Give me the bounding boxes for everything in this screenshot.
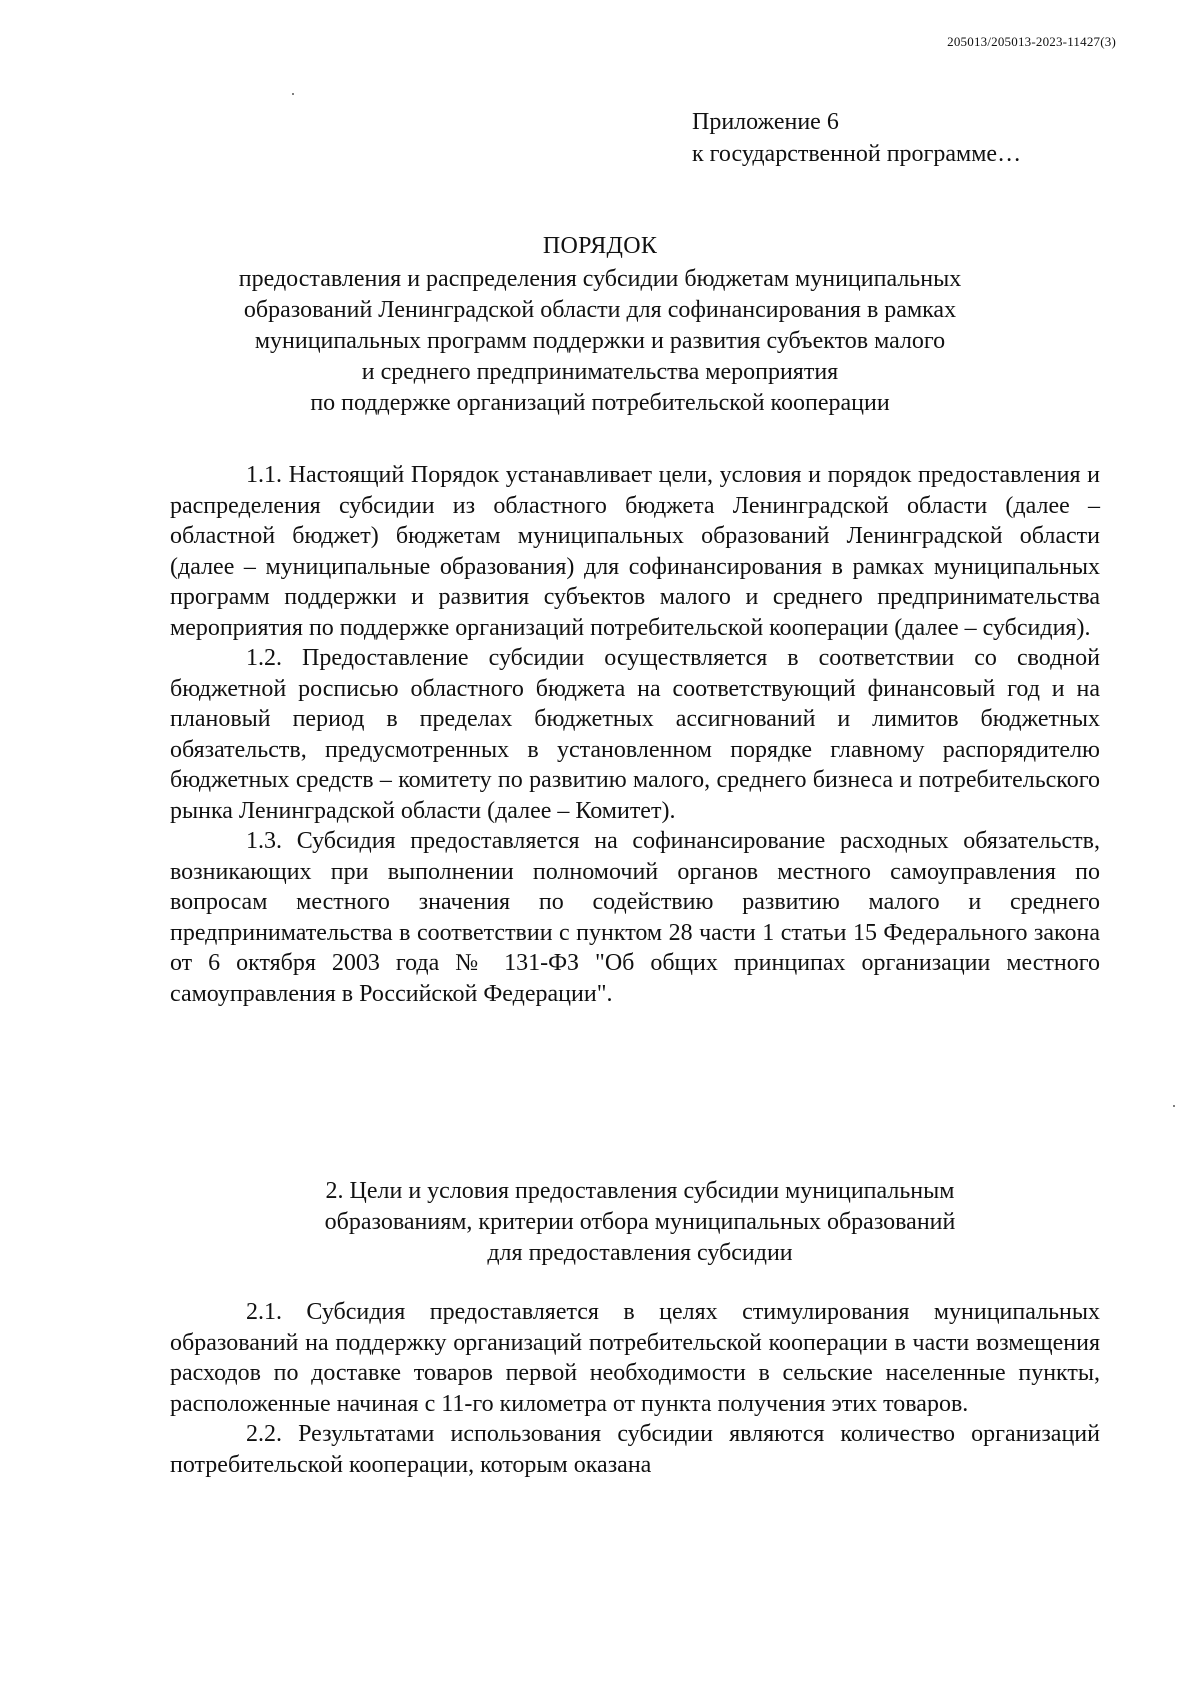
paragraph-2-1: 2.1. Субсидия предоставляется в целях стимулирования муниципальных образований на поддержку организаций потребительской кооперации в части возмещения расходов по доставке товаров первой необходимости в сельские населенные пункты, расположенные начиная с 11-го километра от пункта получения этих товаров.	[170, 1299, 1100, 1417]
paragraph-2-2: 2.2. Результатами использования субсидии являются количество организаций потребительской кооперации, которым оказана	[170, 1421, 1100, 1478]
subtitle-line: предоставления и распределения субсидии бюджетам муниципальных	[238, 266, 962, 292]
subtitle-line: образований Ленинградской области для софинансирования в рамках	[243, 297, 957, 323]
appendix-reference: к государственной программе…	[692, 141, 1022, 167]
appendix-number: Приложение 6	[692, 109, 839, 135]
section-1	[170, 460, 1100, 1009]
document-id: 205013/205013-2023-11427(3)	[947, 34, 1116, 49]
subtitle-line: муниципальных программ поддержки и развития субъектов малого	[254, 328, 946, 354]
subtitle-line: по поддержке организаций потребительской кооперации	[310, 390, 890, 416]
scan-speck	[292, 93, 294, 95]
scan-speck	[1173, 1105, 1175, 1107]
paragraph-1-2: 1.2. Предоставление субсидии осуществляется в соответствии со сводной бюджетной росписью областного бюджета на соответствующий финансовый год и на плановый период в пределах бюджетных ассигнований и лимитов бюджетных обязательств, предусмотренных в установленном порядке главному распорядителю бюджетных средств – комитету по развитию малого, среднего бизнеса и потребительского рынка Ленинградской области (далее – Комитет).	[170, 645, 1100, 824]
paragraph-1-3: 1.3. Субсидия предоставляется на софинансирование расходных обязательств, возникающих при выполнении полномочий органов местного самоуправления по вопросам местного значения по содействию развитию малого и среднего предпринимательства в соответствии с пунктом 28 части 1 статьи 15 Федерального закона от 6 октября 2003 года № 131-ФЗ "Об общих принципах организации местного самоуправления в Российской Федерации".	[170, 828, 1100, 1007]
section-heading-line: образованиям, критерии отбора муниципальных образований	[324, 1209, 956, 1235]
subtitle-line: и среднего предпринимательства мероприятия	[361, 359, 839, 385]
section-heading-line: для предоставления субсидии	[487, 1240, 793, 1266]
section-2	[170, 1297, 1100, 1480]
section-2-heading	[250, 1176, 1030, 1269]
document-title: ПОРЯДОК	[542, 233, 658, 259]
section-heading-line: 2. Цели и условия предоставления субсидии муниципальным	[325, 1178, 955, 1204]
paragraph-1-1: 1.1. Настоящий Порядок устанавливает цели, условия и порядок предоставления и распределения субсидии из областного бюджета Ленинградской области (далее – областной бюджет) бюджетам муниципальных образований Ленинградской области (далее – муниципальные образования) для софинансирования в рамках муниципальных программ поддержки и развития субъектов малого и среднего предпринимательства мероприятия по поддержке организаций потребительской кооперации (далее – субсидия).	[170, 462, 1100, 641]
document-subtitle	[150, 264, 1050, 419]
appendix-block	[692, 106, 1021, 170]
